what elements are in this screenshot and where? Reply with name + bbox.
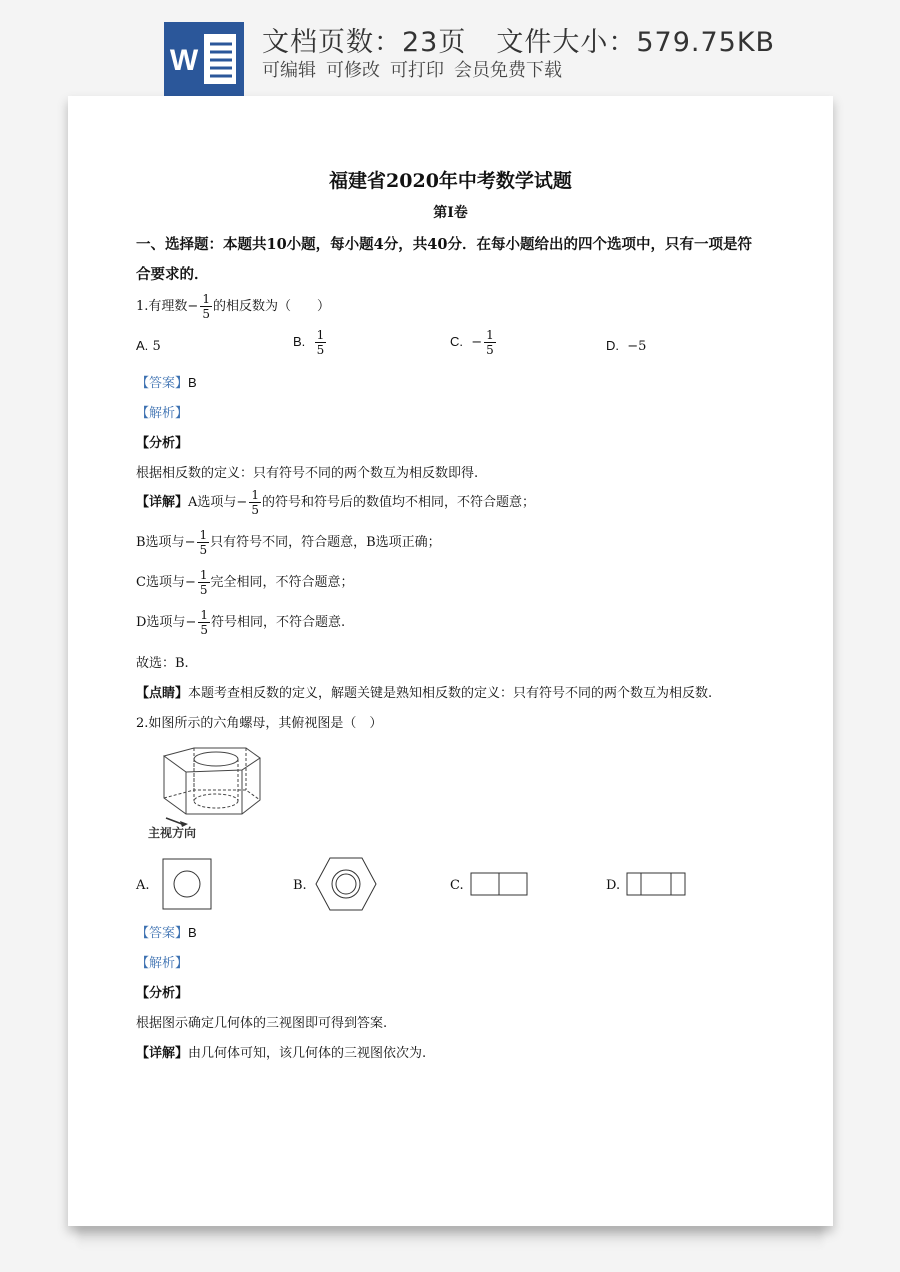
q1-detail-a (136, 488, 535, 517)
feature-member-download: 会员免费下载 (454, 60, 562, 81)
square-circle-icon (162, 858, 212, 910)
q2-detail (136, 1042, 426, 1061)
figure-caption: 主视方向 (148, 826, 197, 840)
q1-detail-d (136, 608, 345, 637)
q1-option-b (293, 328, 327, 357)
option-label: B. (293, 334, 306, 349)
frac-den: 5 (199, 583, 208, 597)
detail-text: 由几何体可知，该几何体的三视图依次为. (188, 1046, 427, 1061)
q1-option-a (136, 338, 161, 354)
q2-option-d-label: D. (606, 878, 621, 893)
q2-analysis-label: 【解析】 (136, 956, 189, 971)
page-count: 文档页数：23页 (262, 27, 467, 58)
q1-stem (136, 292, 330, 321)
q1-stem-pre: 1.有理数 (136, 299, 188, 314)
doc-volume: 第Ⅰ卷 (433, 205, 468, 221)
detail-post: 符号相同，不符合题意. (210, 615, 346, 630)
option-label: D. (606, 338, 619, 353)
q2-option-c-label: C. (450, 878, 464, 893)
detail-pre: D选项与 (136, 615, 186, 630)
q1-stem-post: 的相反数为（ ） (212, 299, 330, 314)
option-value: 5 (152, 339, 161, 354)
neg-sign: − (471, 335, 483, 350)
option-value: −5 (627, 339, 647, 354)
frac-num: 1 (199, 528, 208, 542)
q2-option-a-label: A. (136, 878, 150, 893)
frac-num: 1 (199, 568, 208, 582)
q1-fraction (200, 292, 212, 321)
q2-stem: 2.如图所示的六角螺母，其俯视图是（ ） (136, 716, 383, 731)
detail-post: 只有符号不同，符合题意，B选项正确； (210, 535, 441, 550)
detail-fraction (198, 608, 210, 637)
neg-sign: − (184, 535, 196, 550)
feature-editable: 可编辑 (262, 60, 316, 81)
detail-label: 【详解】 (136, 1046, 189, 1061)
q1-option-d (606, 338, 646, 354)
document-page (68, 96, 833, 1226)
detail-pre: C选项与 (136, 575, 185, 590)
q2-fenxi-label: 【分析】 (136, 986, 189, 1001)
detail-fraction (198, 568, 210, 597)
detail-post: 完全相同，不符合题意； (210, 575, 354, 590)
q2-option-b-label: B. (293, 878, 307, 893)
detail-post: 的符号和符号后的数值均不相同，不符合题意； (261, 495, 535, 510)
q1-detail-b (136, 528, 441, 557)
answer-value: B (188, 925, 197, 940)
frac-den: 5 (199, 543, 208, 557)
answer-label: 【答案】 (136, 926, 189, 941)
frac-num: 1 (251, 488, 259, 502)
neg-sign: − (184, 575, 196, 590)
q1-fenxi-label: 【分析】 (136, 436, 189, 451)
two-rectangles-icon (470, 872, 530, 898)
neg-sign: − (236, 495, 248, 510)
q1-neg: − (187, 299, 199, 314)
detail-pre: B选项与 (136, 535, 185, 550)
feature-modifiable: 可修改 (326, 60, 380, 81)
word-document-icon (164, 22, 244, 96)
detail-fraction (249, 488, 261, 517)
q1-answer (136, 372, 197, 391)
frac-num: 1 (316, 328, 325, 342)
answer-value: B (188, 375, 197, 390)
option-label: C. (450, 334, 463, 349)
detail-label: 【详解】 (136, 495, 189, 510)
frac-den: 5 (251, 503, 259, 517)
detail-pre: A选项与 (188, 495, 237, 510)
feature-printable: 可打印 (390, 60, 444, 81)
detail-fraction (197, 528, 209, 557)
answer-label: 【答案】 (136, 376, 189, 391)
section-heading: 一、选择题：本题共10小题，每小题4分，共40分．在每小题给出的四个选项中，只有一项是符合要求的． (136, 236, 752, 283)
file-info (262, 20, 775, 59)
option-label: A. (136, 338, 149, 353)
frac-den: 5 (316, 343, 325, 357)
q2-fenxi-text: 根据图示确定几何体的三视图即可得到答案. (136, 1016, 388, 1031)
q1-comment (136, 682, 712, 701)
hexagon-circle-icon (314, 856, 378, 912)
q1-detail-c (136, 568, 354, 597)
frac-num: 1 (200, 608, 208, 622)
comment-text: 本题考查相反数的定义，解题关键是熟知相反数的定义：只有符号不同的两个数互为相反数. (188, 686, 713, 701)
q2-answer (136, 922, 197, 941)
frac-den: 5 (202, 307, 210, 321)
word-icon-letter: W (169, 44, 199, 77)
feature-list (262, 56, 572, 82)
file-size: 文件大小：579.75KB (496, 27, 776, 58)
option-fraction (315, 328, 327, 357)
q1-option-c (450, 328, 497, 357)
frac-den: 5 (200, 623, 208, 637)
download-banner (0, 0, 900, 96)
option-fraction (484, 328, 496, 357)
q1-fenxi-text: 根据相反数的定义：只有符号不同的两个数互为相反数即得. (136, 466, 479, 481)
comment-label: 【点睛】 (136, 686, 189, 701)
frac-den: 5 (486, 343, 494, 357)
frac-num: 1 (486, 328, 494, 342)
page-shadow (78, 1226, 823, 1248)
q1-analysis-label: 【解析】 (136, 406, 189, 421)
frac-num: 1 (202, 292, 210, 306)
three-rectangles-icon (626, 872, 688, 898)
neg-sign: − (185, 615, 197, 630)
q1-choose: 故选：B. (136, 656, 189, 671)
doc-title: 福建省2020年中考数学试题 (329, 170, 572, 192)
